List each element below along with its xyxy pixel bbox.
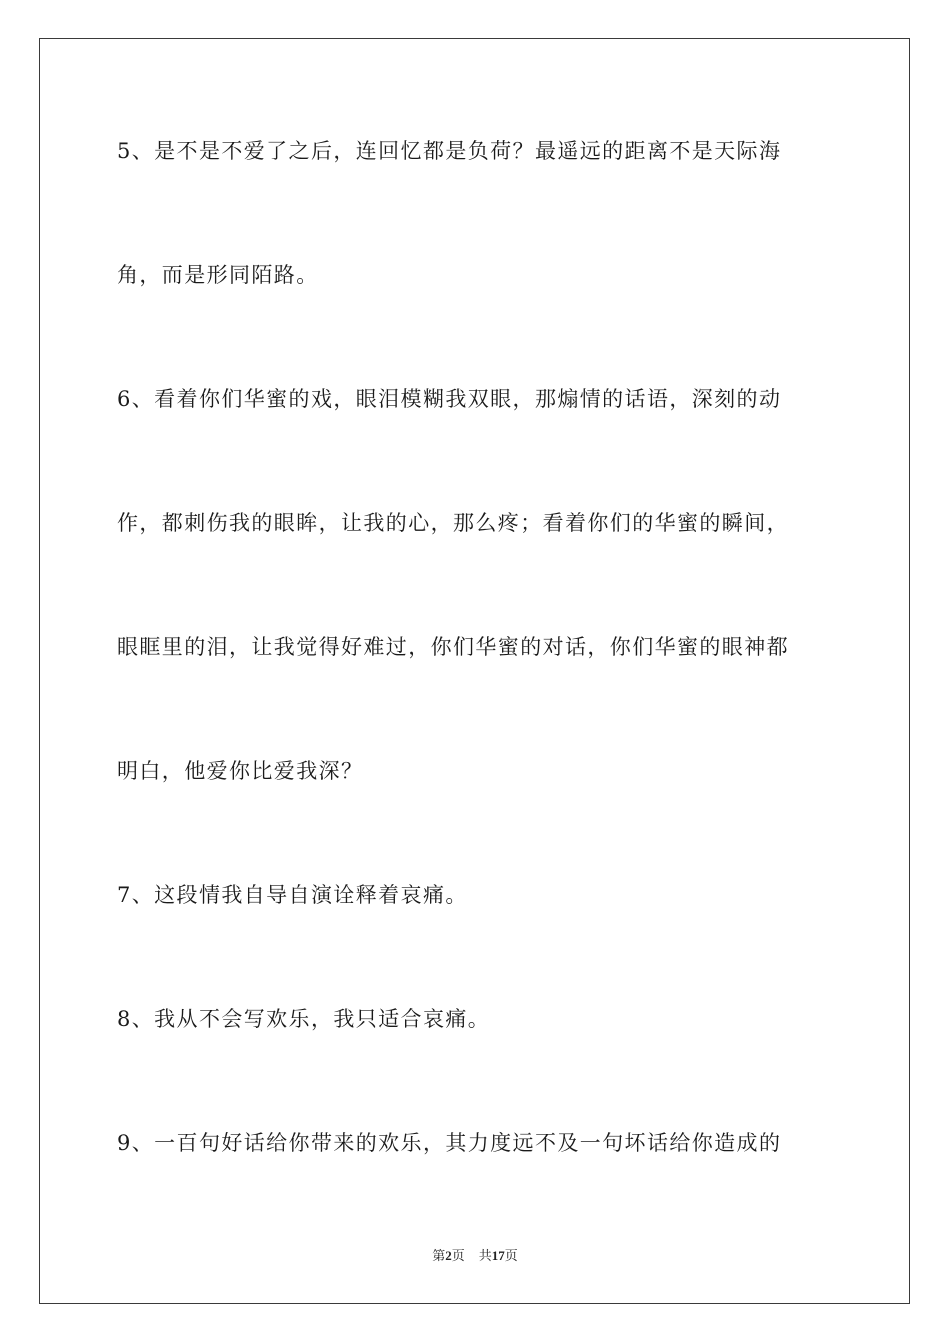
total-suffix: 页 [504, 1248, 518, 1263]
text-line-4: 作，都刺伤我的眼眸，让我的心，那么疼；看着你们的华蜜的瞬间， [117, 511, 789, 535]
text-line-6: 明白，他爱你比爱我深？ [117, 759, 364, 783]
text-line-2: 角，而是形同陌路。 [117, 263, 319, 287]
text-line-5: 眼眶里的泪，让我觉得好难过，你们华蜜的对话，你们华蜜的眼神都 [117, 635, 789, 659]
page-border [39, 38, 910, 1304]
page-prefix: 第 [432, 1248, 446, 1263]
text-line-1: 5、是不是不爱了之后，连回忆都是负荷？最遥远的距离不是天际海 [117, 139, 782, 163]
text-line-8: 8、我从不会写欢乐，我只适合哀痛。 [117, 1007, 491, 1031]
total-pages: 17 [491, 1248, 505, 1263]
page-number: 2 [445, 1248, 452, 1263]
page-footer [0, 1247, 950, 1265]
text-line-7: 7、这段情我自导自演诠释着哀痛。 [117, 883, 468, 907]
text-line-3: 6、看着你们华蜜的戏，眼泪模糊我双眼，那煽情的话语，深刻的动 [117, 387, 782, 411]
total-prefix: 共 [478, 1248, 492, 1263]
text-line-9: 9、一百句好话给你带来的欢乐，其力度远不及一句坏话给你造成的 [117, 1131, 782, 1155]
page-suffix: 页 [451, 1248, 465, 1263]
